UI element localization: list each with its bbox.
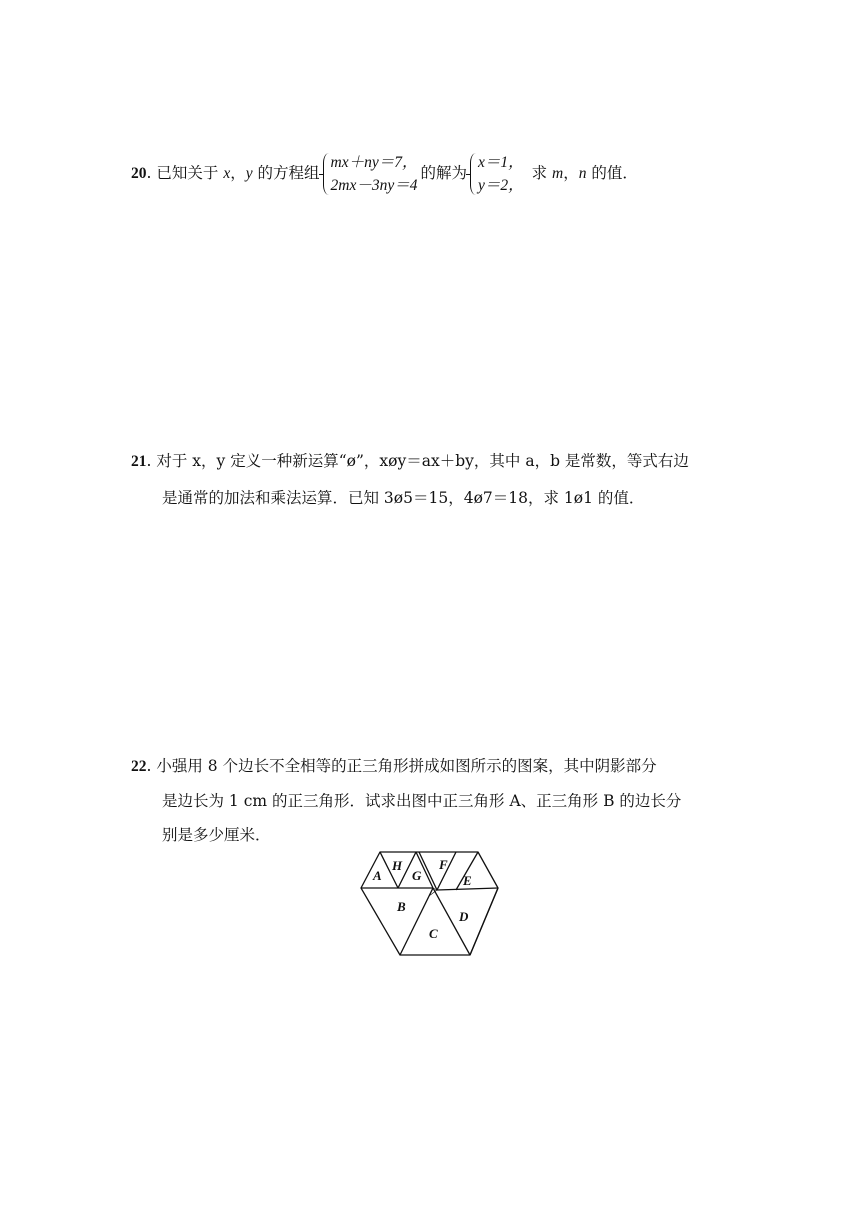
- label-G: G: [412, 868, 422, 883]
- question-22-line-3: 别是多少厘米．: [162, 826, 271, 844]
- label-F: F: [439, 857, 448, 872]
- label-B: B: [397, 899, 406, 914]
- var-m: m: [552, 165, 564, 182]
- var-n: n: [578, 165, 587, 182]
- text: 已知关于: [156, 164, 224, 182]
- text: 的值．: [586, 164, 638, 182]
- label-E: E: [463, 873, 472, 888]
- question-line-1: 小强用 8 个边长不全相等的正三角形拼成如图所示的图案，其中阴影部分: [156, 757, 657, 775]
- text: 的方程组: [252, 164, 320, 182]
- triangle-figure: [355, 848, 505, 960]
- solution-system: [470, 151, 524, 197]
- left-brace: [470, 153, 477, 195]
- question-number: 20: [131, 165, 147, 182]
- comma: ，: [563, 164, 579, 182]
- text: 求: [526, 164, 553, 182]
- question-21-line-2: 是通常的加法和乘法运算．已知 3ø5＝15，4ø7＝18，求 1ø1 的值．: [162, 489, 645, 507]
- equation-1: mx＋ny＝7，: [330, 154, 418, 171]
- question-22-line-2: 是边长为 1 cm 的正三角形．试求出图中正三角形 A、正三角形 B 的边长分: [162, 792, 682, 810]
- solution-2: y＝2，: [478, 177, 524, 194]
- solution-1: x＝1，: [478, 154, 524, 171]
- var-y: y: [245, 165, 253, 182]
- text: 的解为: [420, 164, 468, 182]
- comma: ，: [230, 164, 246, 182]
- label-C: C: [429, 926, 438, 941]
- equation-2: 2mx－3ny＝4: [330, 177, 418, 194]
- var-x: x: [223, 165, 231, 182]
- equation-system: [323, 151, 418, 197]
- question-20: [131, 145, 638, 202]
- edge: [470, 888, 498, 955]
- label-D: D: [459, 909, 469, 924]
- question-number: 22: [131, 758, 147, 775]
- question-dot: .: [146, 164, 152, 182]
- question-number: 21: [131, 453, 147, 470]
- label-A: A: [373, 868, 382, 883]
- edge: [419, 852, 437, 890]
- question-dot: .: [146, 757, 152, 775]
- edge: [437, 888, 498, 890]
- label-H: H: [392, 858, 403, 873]
- question-line-1: 对于 x，y 定义一种新运算“ø”，xøy＝ax＋by，其中 a，b 是常数，等式右边: [156, 452, 689, 470]
- left-brace: [323, 153, 330, 195]
- question-21: [131, 449, 689, 471]
- question-dot: .: [146, 452, 152, 470]
- question-22: [131, 754, 657, 776]
